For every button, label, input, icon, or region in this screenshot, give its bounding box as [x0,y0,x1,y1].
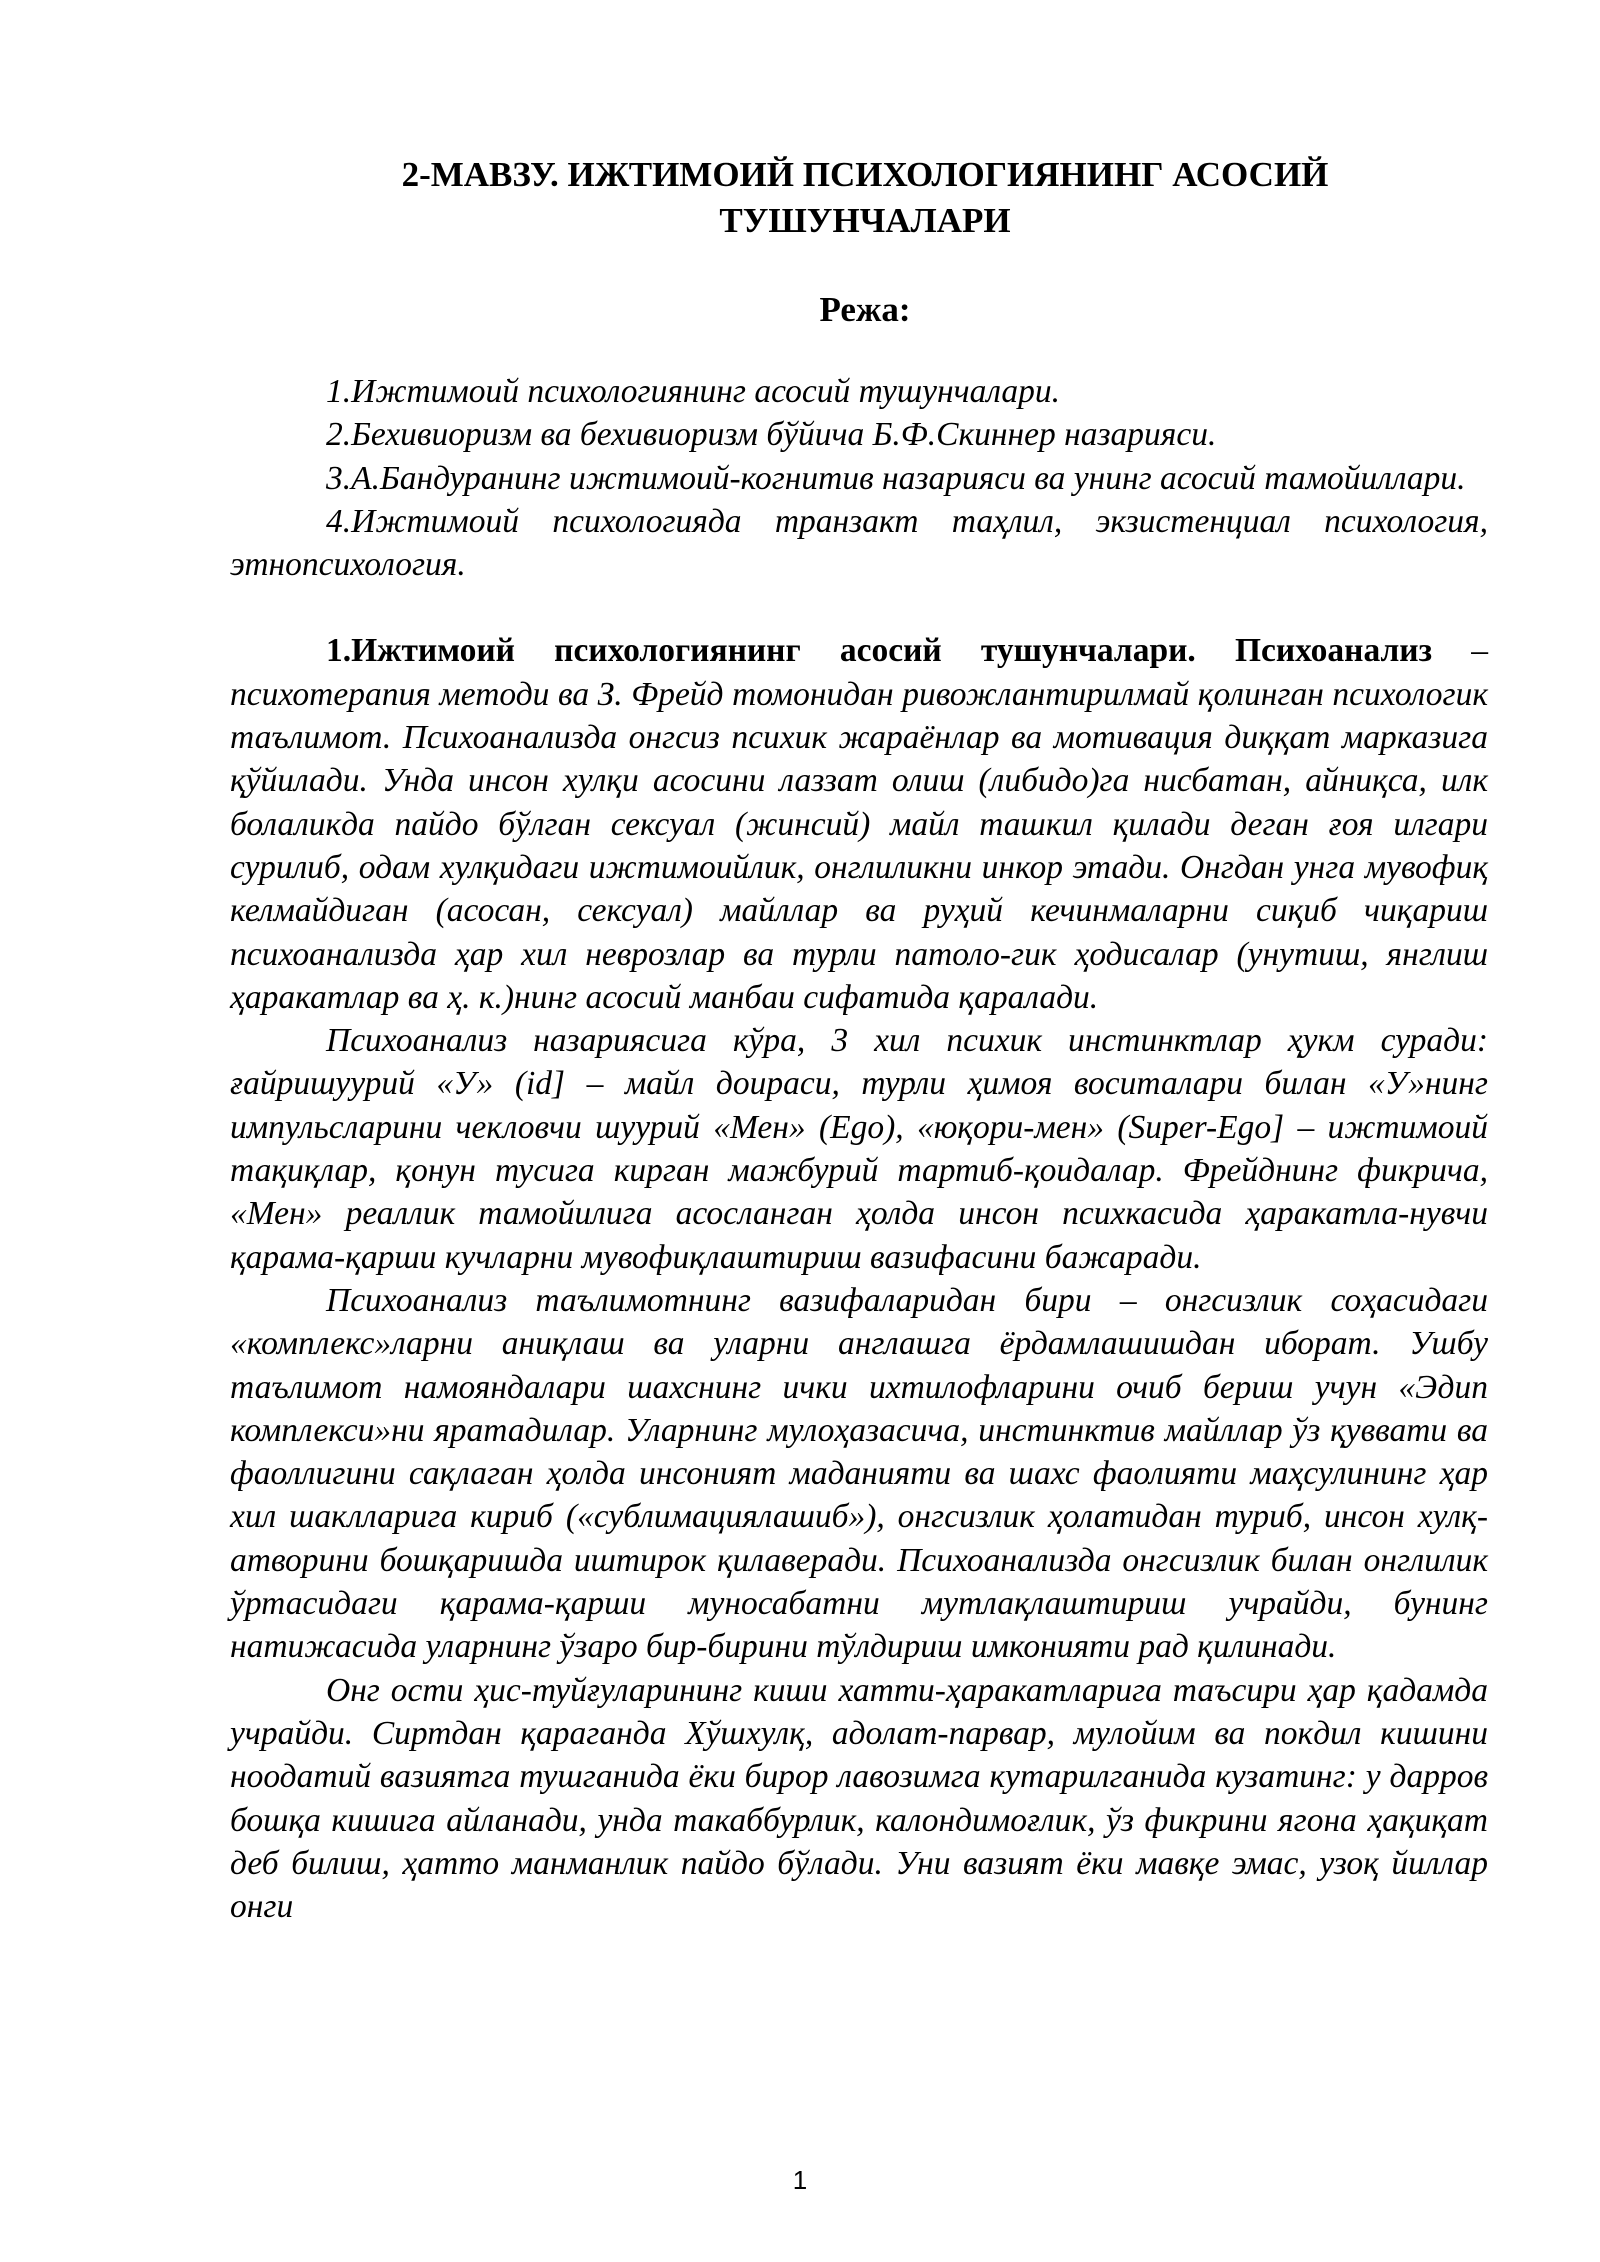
body-paragraph: Онг ости ҳис-туйғуларининг киши хатти-ҳаракатларига таъсири ҳар қадамда учрайди. Сиртдан қараганда Хўшхулқ, адолат-парвар, мулойим ва покдил кишини ноодатий вазиятга тушганида ёки бирор лавозимга кутарилганида кузатинг: у дарров бошқа кишига айланади, унда такаббурлик, калондимоғлик, ўз фикрини ягона ҳақиқат деб билиш, ҳатто манманлик пайдо бўлади. Уни вазият ёки мавқе эмас, узоқ йиллар онги [230,1671,1488,1926]
body-paragraph: Психоанализ назариясига кўра, 3 хил психик инстинктлар ҳукм суради: ғайришуурий «У» (id] – майл доираси, турли ҳимоя воситалари билан «У»нинг импульсларини чекловчи шуурий «Мен» (Ego), «юқори-мен» (Super-Ego] – ижтимоий тақиқлар, қонун тусига кирган мажбурий тартиб-қоидалар. Фрейднинг фикрича, «Мен» реаллик тамойилига асосланган ҳолда инсон психкасида ҳаракатла-нувчи қарама-қарши кучларни мувофиқлаштириш вазифасини бажаради. [230,1022,1488,1276]
spacer [230,586,1488,629]
plan-item: 3.А.Бандуранинг ижтимоий-когнитив назарияси ва унинг асосий тамойиллари. [326,459,1466,497]
plan-heading: Режа: [819,290,911,329]
section-1-heading: 1.Ижтимоий психологиянинг асосий тушунчалари. Психоанализ [326,632,1433,670]
document-body [230,370,1488,1928]
document-title [0,152,1600,244]
plan-item: 2.Бехивиоризм ва бехивиоризм бўйича Б.Ф.Скиннер назарияси. [326,416,1217,454]
plan-item: 4.Ижтимоий психологияда транзакт таҳлил, экзистенциал психология, этнопсихология. [230,502,1488,584]
title-line-2: ТУШУНЧАЛАРИ [719,201,1011,240]
section-1-paragraph [230,629,1488,1019]
title-line-1: 2-МАВЗУ. ИЖТИМОИЙ ПСИХОЛОГИЯНИНГ АСОСИЙ [401,155,1329,194]
page-number: 1 [792,2165,808,2195]
plan-item: 1.Ижтимоий психологиянинг асосий тушунчалари. [326,373,1060,410]
section-1-text: – психотерапия методи ва З. Фрейд томонидан ривожлантирилмай қолинган психологик таълимот. Психоанализда онгсиз психик жараёнлар ва мотивация диққат марказига қўйилади. Унда инсон хулқи асосини лаззат олиш (либидо)га нисбатан, айниқса, илк болаликда пайдо бўлган сексуал (жинсий) майл ташкил қилади деган ғоя илгари сурилиб, одам хулқидаги ижтимоийлик, онглиликни инкор этади. Онгдан унга мувофиқ келмайдиган (асосан, сексуал) майллар ва руҳий кечинмаларни сиқиб чиқариш психоанализда ҳар хил неврозлар ва турли патоло-гик ҳодисалар (унутиш, янглиш ҳаракатлар ва ҳ. к.)нинг асосий манбаи сифатида қаралади. [230,632,1489,1016]
body-paragraph: Психоанализ таълимотнинг вазифаларидан бири – онгсизлик соҳасидаги «комплекс»ларни аниқлаш ва уларни англашга ёрдамлашишдан иборат. Ушбу таълимот намояндалари шахснинг ички ихтилофларини очиб бериш учун «Эдип комплекси»ни яратадилар. Уларнинг мулоҳазасича, инстинктив майллар ўз қуввати ва фаоллигини сақлаган ҳолда инсоният маданияти ва шахс фаолияти маҳсулининг ҳар хил шаклларига кириб («сублимациялашиб»), онгсизлик ҳолатидан туриб, инсон хулқ-атворини бошқаришда иштирок қилаверади. Психоанализда онгсизлик билан онглилик ўртасидаги қарама-қарши муносабатни мутлақлаштириш учрайди, бунинг натижасида уларнинг ўзаро бир-бирини тўлдириш имконияти рад қилинади. [230,1281,1488,1666]
